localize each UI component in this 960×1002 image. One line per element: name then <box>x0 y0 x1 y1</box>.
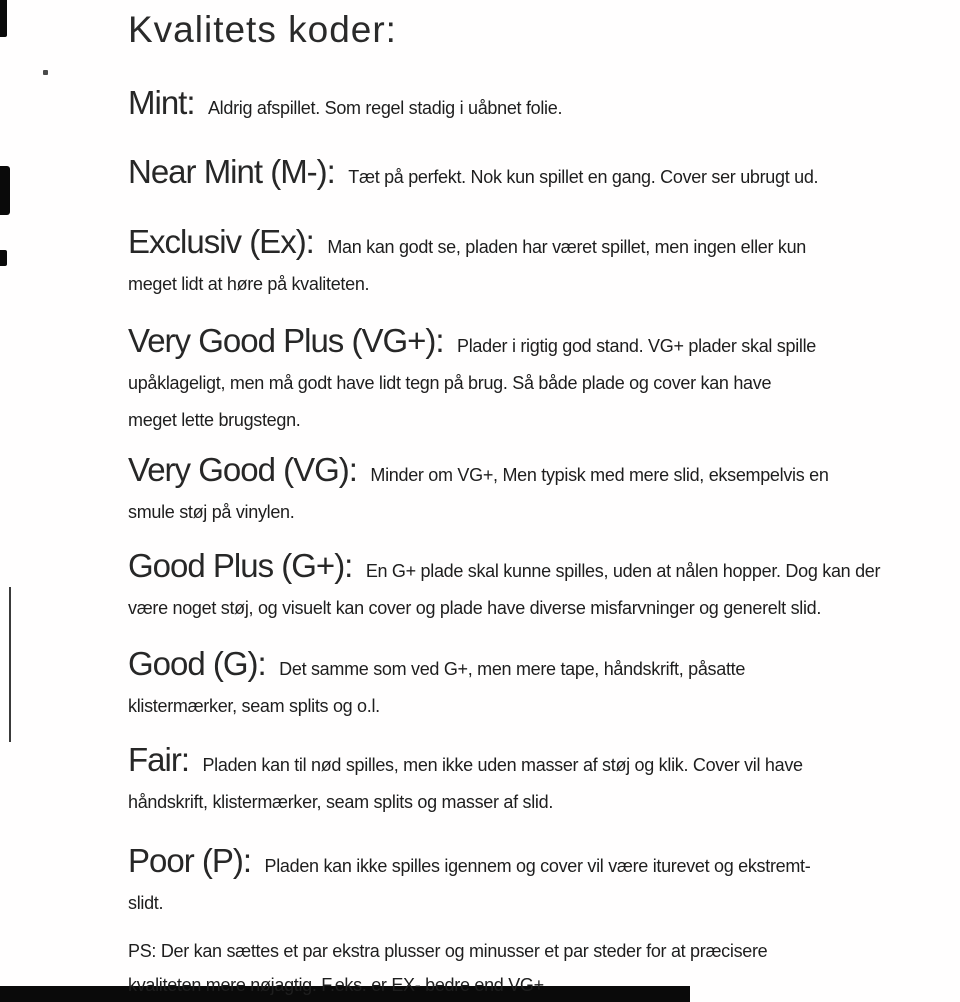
grade-description-line: Plader i rigtig god stand. VG+ plader skal spille <box>457 336 817 356</box>
scan-line-left-edge <box>9 587 11 742</box>
grade-heading-very-good: Very Good (VG): <box>128 451 357 488</box>
scan-mark-left-small <box>0 250 7 266</box>
grade-description-line: være noget støj, og visuelt kan cover og plade have diverse misfarvninger og generelt slid. <box>128 598 822 618</box>
page-title: Kvalitets koder: <box>128 9 397 50</box>
postscript-note <box>128 934 920 1002</box>
grade-description-line: slidt. <box>128 893 164 913</box>
grade-heading-near-mint: Near Mint (M-): <box>128 153 335 190</box>
section-good <box>128 645 920 725</box>
section-poor <box>128 842 920 922</box>
grade-description-line: Det samme som ved G+, men mere tape, håndskrift, påsatte <box>279 659 746 679</box>
grade-description-line: meget lette brugstegn. <box>128 410 301 430</box>
section-good-plus <box>128 547 920 627</box>
scan-dot-speck <box>43 70 48 75</box>
grade-description-line: smule støj på vinylen. <box>128 502 295 522</box>
section-fair <box>128 741 920 821</box>
grade-heading-fair: Fair: <box>128 741 189 778</box>
grade-description-line: Minder om VG+, Men typisk med mere slid, eksempelvis en <box>370 465 829 485</box>
grade-heading-very-good-plus: Very Good Plus (VG+): <box>128 322 444 359</box>
grade-heading-exclusiv: Exclusiv (Ex): <box>128 223 314 260</box>
grade-description-line: Pladen kan ikke spilles igennem og cover vil være iturevet og ekstremt- <box>264 856 811 876</box>
grade-description-line: Man kan godt se, pladen har været spillet, men ingen eller kun <box>327 237 806 257</box>
section-near-mint <box>128 153 920 196</box>
grade-description-line: upåklageligt, men må godt have lidt tegn på brug. Så både plade og cover kan have <box>128 373 772 393</box>
section-very-good-plus <box>128 322 920 439</box>
postscript-line: PS: Der kan sættes et par ekstra plusser og minusser et par steder for at præcisere <box>128 941 768 961</box>
grade-description-line: Tæt på perfekt. Nok kun spillet en gang. Cover ser ubrugt ud. <box>348 167 819 187</box>
grade-description-line: meget lidt at høre på kvaliteten. <box>128 274 370 294</box>
scan-mark-left-upper <box>0 166 10 215</box>
scan-mark-top-left <box>0 0 7 37</box>
grade-heading-good: Good (G): <box>128 645 266 682</box>
section-mint <box>128 84 920 127</box>
section-exclusiv <box>128 223 920 303</box>
grade-description-line: håndskrift, klistermærker, seam splits og masser af slid. <box>128 792 554 812</box>
grade-heading-good-plus: Good Plus (G+): <box>128 547 353 584</box>
grade-description-line: Aldrig afspillet. Som regel stadig i uåbnet folie. <box>207 98 563 118</box>
grade-heading-mint: Mint: <box>128 84 195 121</box>
grade-description-line: Pladen kan til nød spilles, men ikke uden masser af støj og klik. Cover vil have <box>202 755 803 775</box>
postscript-line: kvaliteten mere nøjagtig. F.eks. er EX- bedre end VG+ <box>128 975 544 995</box>
grade-description-line: En G+ plade skal kunne spilles, uden at nålen hopper. Dog kan der <box>365 561 881 581</box>
grade-heading-poor: Poor (P): <box>128 842 252 879</box>
document-content <box>128 0 920 1002</box>
grade-description-line: klistermærker, seam splits og o.l. <box>128 696 380 716</box>
section-very-good <box>128 451 920 531</box>
